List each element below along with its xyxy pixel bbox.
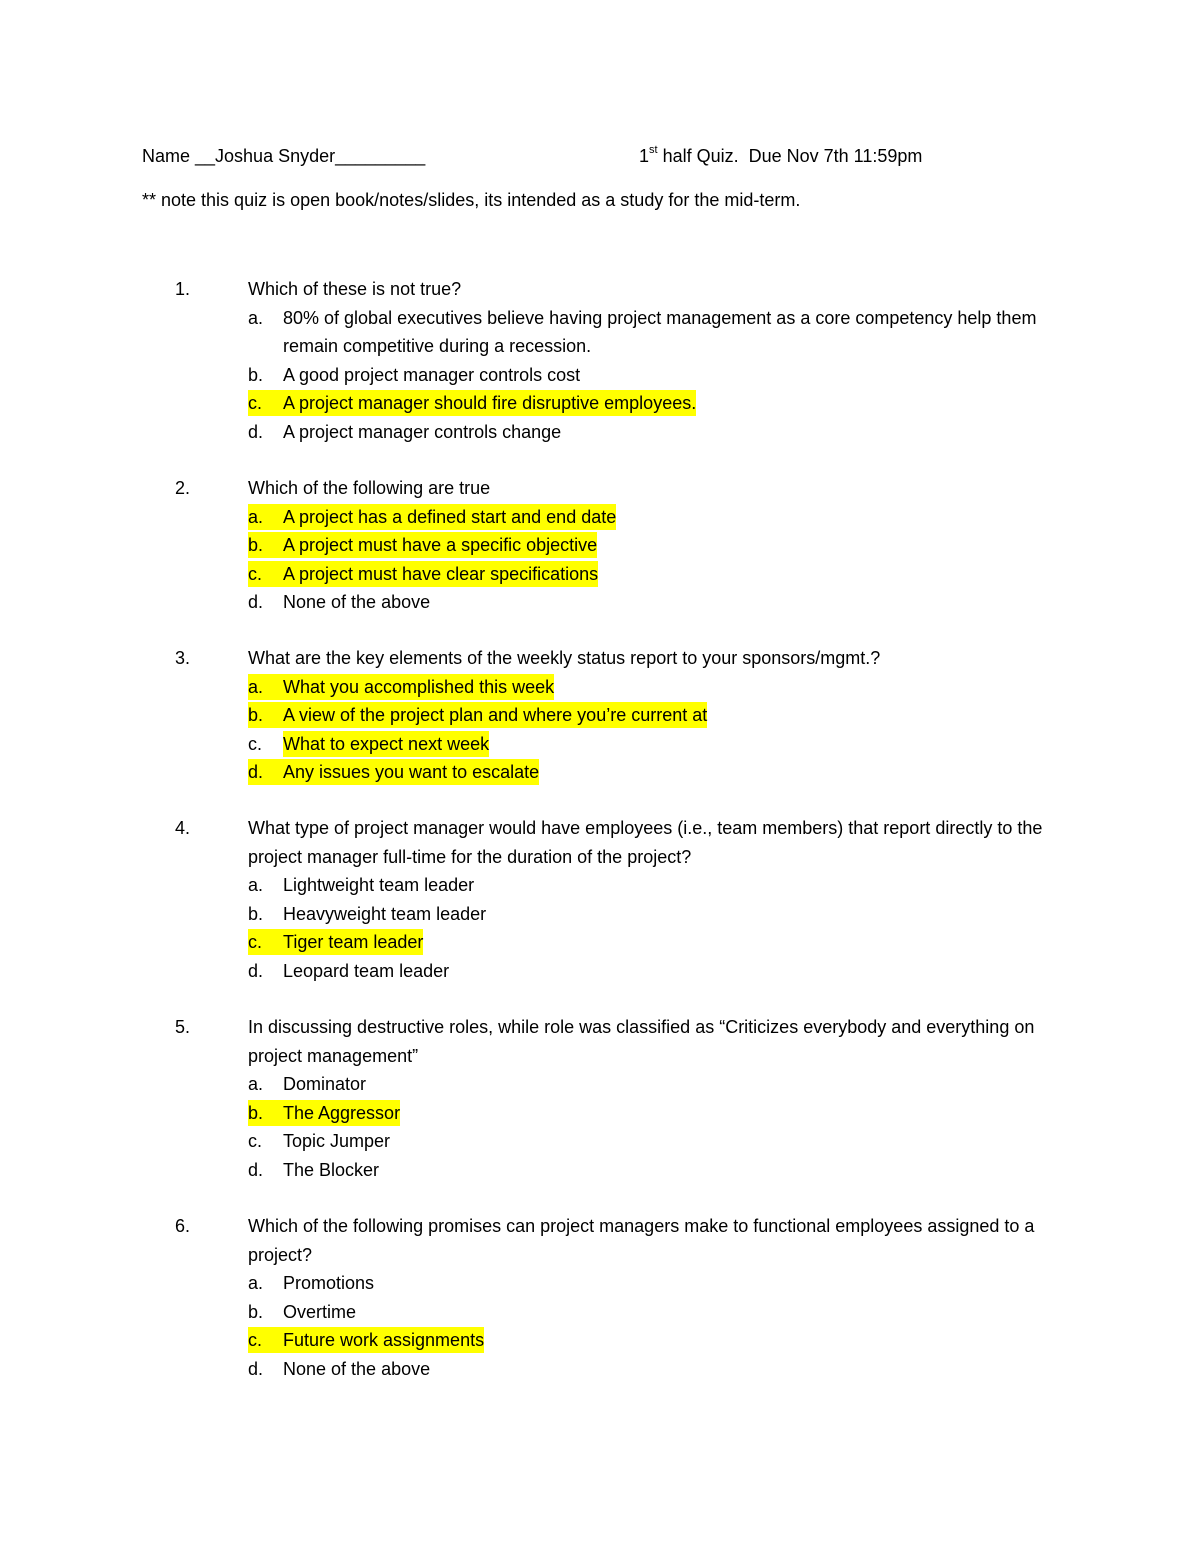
option-text: A view of the project plan and where you’re current at [283,705,708,725]
option-text: Lightweight team leader [283,875,475,895]
option-letter: d. [248,421,264,442]
question-text: What are the key elements of the weekly status report to your sponsors/mgmt.? [248,648,881,668]
quiz-note: ** note this quiz is open book/notes/slides, its intended as a study for the mid-term. [142,190,801,210]
option-b[interactable] [248,1099,1065,1128]
option-c[interactable] [248,928,1065,957]
question-text: Which of the following promises can project managers make to functional employees assigned to a project? [248,1216,1035,1265]
option-text: Leopard team leader [283,960,450,981]
option-a[interactable] [248,871,1065,900]
option-text: The Blocker [283,1159,380,1180]
option-list [248,503,1065,617]
question-number: 5. [175,1017,191,1037]
option-list [248,304,1065,447]
option-text: Dominator [283,1074,367,1094]
option-text: Topic Jumper [283,1131,391,1151]
option-a[interactable] [248,1269,1065,1298]
option-b[interactable] [248,531,1065,560]
question-number: 3. [175,648,191,668]
option-letter: c. [248,393,263,413]
option-text: What you accomplished this week [283,676,555,697]
option-list [248,1070,1065,1184]
option-b[interactable] [248,1298,1065,1327]
option-text: A project must have clear specifications [283,563,599,584]
option-text: Any issues you want to escalate [283,762,540,782]
option-list [248,1269,1065,1383]
question-number: 4. [175,818,191,838]
question-number: 6. [175,1216,191,1236]
option-d[interactable] [248,1355,1065,1384]
option-list [248,673,1065,787]
option-d[interactable] [248,758,1065,787]
option-c[interactable] [248,560,1065,589]
option-a[interactable] [248,1070,1065,1099]
option-text: A project manager should fire disruptive employees. [283,393,697,413]
option-text: Heavyweight team leader [283,903,487,924]
option-b[interactable] [248,701,1065,730]
name-field: Name __Joshua Snyder_________ [142,146,426,166]
option-list [248,871,1065,985]
question-text: Which of these is not true? [248,279,462,299]
option-letter: d. [248,1159,264,1180]
option-letter: c. [248,733,263,754]
option-text: None of the above [283,1358,431,1379]
question-text: In discussing destructive roles, while role was classified as “Criticizes everybody and everything on project management” [248,1017,1035,1066]
option-letter: c. [248,1131,263,1151]
option-d[interactable] [248,418,1065,447]
option-text: A project must have a specific objective [283,535,598,555]
quiz-title-rest: half Quiz. Due Nov 7th 11:59pm [657,146,923,166]
option-letter: d. [248,960,264,981]
option-text: A project manager controls change [283,421,562,442]
option-text: What to expect next week [283,733,490,754]
option-c[interactable] [248,730,1065,759]
quiz-title-ordinal: st [649,144,658,156]
option-b[interactable] [248,361,1065,390]
option-letter: c. [248,563,263,584]
option-letter: c. [248,932,263,952]
option-letter: a. [248,1074,264,1094]
question-text: Which of the following are true [248,478,491,498]
option-letter: c. [248,1330,263,1350]
option-text: The Aggressor [283,1102,401,1123]
option-d[interactable] [248,588,1065,617]
question-number: 2. [175,478,191,498]
option-d[interactable] [248,1156,1065,1185]
question-text: What type of project manager would have employees (i.e., team members) that report directly to the project manager full-time for the duration of the project? [248,818,1043,867]
option-letter: a. [248,1273,264,1293]
option-letter: a. [248,875,264,895]
quiz-title [639,143,922,169]
quiz-title-number: 1 [639,146,650,166]
option-letter: b. [248,903,264,924]
question-number: 1. [175,279,191,299]
option-letter: d. [248,762,264,782]
option-text: Promotions [283,1273,375,1293]
option-text: Future work assignments [283,1330,485,1350]
option-text: Tiger team leader [283,932,424,952]
option-letter: b. [248,1102,264,1123]
option-c[interactable] [248,1127,1065,1156]
option-c[interactable] [248,389,1065,418]
option-letter: b. [248,535,264,555]
option-text: 80% of global executives believe having project management as a core competency help them remain competitive during a recession. [283,307,1037,356]
option-letter: d. [248,1358,264,1379]
option-letter: d. [248,592,264,612]
option-letter: a. [248,506,264,527]
header-line [142,143,1062,169]
option-text: A project has a defined start and end date [283,506,617,527]
option-b[interactable] [248,900,1065,929]
option-letter: b. [248,364,264,385]
option-c[interactable] [248,1326,1065,1355]
option-letter: a. [248,307,264,328]
option-text: Overtime [283,1301,357,1322]
option-letter: b. [248,1301,264,1322]
option-letter: a. [248,676,264,697]
option-a[interactable] [248,503,1065,532]
option-a[interactable] [248,304,1065,361]
option-text: None of the above [283,592,431,612]
option-a[interactable] [248,673,1065,702]
option-text: A good project manager controls cost [283,364,581,385]
option-d[interactable] [248,957,1065,986]
option-letter: b. [248,705,264,725]
